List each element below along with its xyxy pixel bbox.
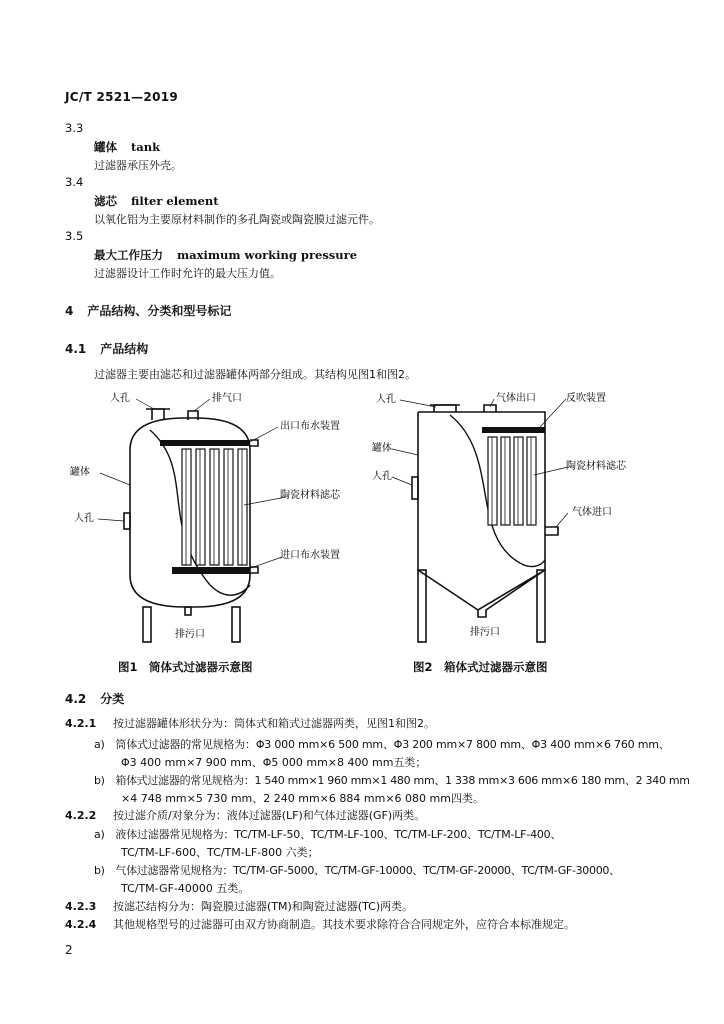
term-3-4-definition: 以氧化铝为主要原材料制作的多孔陶瓷或陶瓷膜过滤元件。 <box>94 213 380 226</box>
filter-elements-group <box>182 449 247 565</box>
box-manhole-side-shape <box>412 477 418 499</box>
section-4-2-heading <box>65 690 124 707</box>
box-leg-left-shape <box>418 570 426 642</box>
fig1-label-ceramic: 陶瓷材料滤芯 <box>280 490 340 501</box>
fig1-label-manhole-top: 人孔 <box>110 393 130 404</box>
clause-4-2-1-b-line2: ×4 748 mm×5 730 mm、2 240 mm×6 884 mm×6 080 mm四类。 <box>121 792 484 805</box>
figure-2-caption: 图2 箱体式过滤器示意图 <box>413 660 548 674</box>
clause-4-2-1-a-line2: Φ3 400 mm×7 900 mm、Φ5 000 mm×8 400 mm五类； <box>121 756 427 769</box>
fig2-label-drain: 排污口 <box>470 627 500 638</box>
figure-1-caption: 图1 筒体式过滤器示意图 <box>118 660 253 674</box>
section-4-1-text: 过滤器主要由滤芯和过滤器罐体两部分组成。其结构见图1和图2。 <box>94 368 416 381</box>
term-3-4-number: 3.4 <box>65 175 84 189</box>
outlet-distribution-plate <box>160 440 250 446</box>
clause-4-2-3-number: 4.2.3 <box>65 900 97 913</box>
section-4-1-number: 4.1 <box>65 342 87 356</box>
clause-4-2-1-text: 按过滤器罐体形状分为：筒体式和箱式过滤器两类，见图1和图2。 <box>113 717 435 730</box>
section-4-2-number: 4.2 <box>65 692 87 706</box>
fig2-label-gas-inlet: 气体进口 <box>572 507 612 518</box>
document-code: JC/T 2521—2019 <box>65 90 179 104</box>
clause-4-2-2-b-line2: TC/TM-GF-40000 五类。 <box>121 882 250 895</box>
manhole-top-nozzle-shape <box>152 409 164 420</box>
box-body-shape <box>418 412 545 617</box>
term-3-4-zh: 滤芯 <box>94 194 117 208</box>
fig2-label-manhole-side: 人孔 <box>372 471 392 482</box>
fig1-label-vent: 排气口 <box>212 393 242 404</box>
clause-4-2-1-a-line1: a) 筒体式过滤器的常见规格为：Φ3 000 mm×6 500 mm、Φ3 200 mm×7 800 mm、Φ3 400 mm×6 760 mm、 <box>94 738 670 751</box>
term-3-5-zh: 最大工作压力 <box>94 248 163 262</box>
page-number: 2 <box>65 943 73 957</box>
fig2-label-ceramic: 陶瓷材料滤芯 <box>566 461 626 472</box>
term-3-5-heading <box>94 247 357 263</box>
term-3-5-en: maximum working pressure <box>177 248 358 262</box>
backflush-header-plate <box>482 427 545 433</box>
fig1-label-tank: 罐体 <box>70 467 90 478</box>
section-4-1-title: 产品结构 <box>100 342 149 356</box>
clause-4-2-2 <box>65 807 425 823</box>
clause-4-2-2-a-line1: a) 液体过滤器常见规格为：TC/TM-LF-50、TC/TM-LF-100、TC/TM-LF-200、TC/TM-LF-400、 <box>94 828 562 841</box>
figure-1-diagram <box>60 385 380 645</box>
term-3-3-en: tank <box>131 140 161 154</box>
section-4-number: 4 <box>65 304 74 318</box>
section-4-title: 产品结构、分类和型号标记 <box>87 304 232 318</box>
fig2-label-manhole-top: 人孔 <box>376 394 396 405</box>
term-3-4-heading <box>94 193 219 209</box>
inlet-distribution-plate <box>172 567 250 574</box>
term-3-4-en: filter element <box>131 194 219 208</box>
fig2-label-gas-outlet: 气体出口 <box>496 393 536 404</box>
section-4-1-heading <box>65 340 148 357</box>
fig1-label-inlet: 进口布水装置 <box>280 550 340 561</box>
clause-4-2-1-b-line1: b) 箱体式过滤器的常见规格为：1 540 mm×1 960 mm×1 480 mm、1 338 mm×3 606 mm×6 180 mm、2 340 mm <box>94 774 690 787</box>
fig1-label-drain: 排污口 <box>175 629 205 640</box>
clause-4-2-2-text: 按过滤介质/对象分为：液体过滤器(LF)和气体过滤器(GF)两类。 <box>113 809 426 822</box>
fig2-label-tank: 罐体 <box>372 443 392 454</box>
clause-4-2-1 <box>65 715 435 731</box>
clause-4-2-4-text: 其他规格型号的过滤器可由双方协商制造。其技术要求除符合合同规定外，应符合本标准规定。 <box>113 918 575 931</box>
clause-4-2-3 <box>65 898 413 914</box>
section-4-heading <box>65 302 231 319</box>
term-3-5-definition: 过滤器设计工作时允许的最大压力值。 <box>94 267 281 280</box>
clause-4-2-2-a-line2: TC/TM-LF-600、TC/TM-LF-800 六类； <box>121 846 319 859</box>
clause-4-2-2-number: 4.2.2 <box>65 809 97 822</box>
term-3-5-number: 3.5 <box>65 229 84 243</box>
term-3-3-number: 3.3 <box>65 121 84 135</box>
fig1-label-outlet: 出口布水装置 <box>280 421 340 432</box>
term-3-3-zh: 罐体 <box>94 140 117 154</box>
fig1-label-manhole-side: 人孔 <box>74 513 94 524</box>
box-filter-elements-group <box>488 437 536 525</box>
leg-right-shape <box>232 607 240 642</box>
term-3-3-definition: 过滤器承压外壳。 <box>94 159 182 172</box>
section-4-2-title: 分类 <box>100 692 125 706</box>
clause-4-2-3-text: 按滤芯结构分为：陶瓷膜过滤器(TM)和陶瓷过滤器(TC)两类。 <box>113 900 414 913</box>
fig2-label-backflush: 反吹装置 <box>566 393 606 404</box>
clause-4-2-4 <box>65 916 575 932</box>
box-leg-right-shape <box>537 570 545 642</box>
leg-left-shape <box>143 607 151 642</box>
clause-4-2-4-number: 4.2.4 <box>65 918 97 931</box>
figure-2-diagram <box>370 385 660 645</box>
clause-4-2-1-number: 4.2.1 <box>65 717 97 730</box>
clause-4-2-2-b-line1: b) 气体过滤器常见规格为：TC/TM-GF-5000、TC/TM-GF-10000、TC/TM-GF-20000、TC/TM-GF-30000、 <box>94 864 620 877</box>
manhole-side-shape <box>124 513 130 529</box>
term-3-3-heading <box>94 139 160 155</box>
